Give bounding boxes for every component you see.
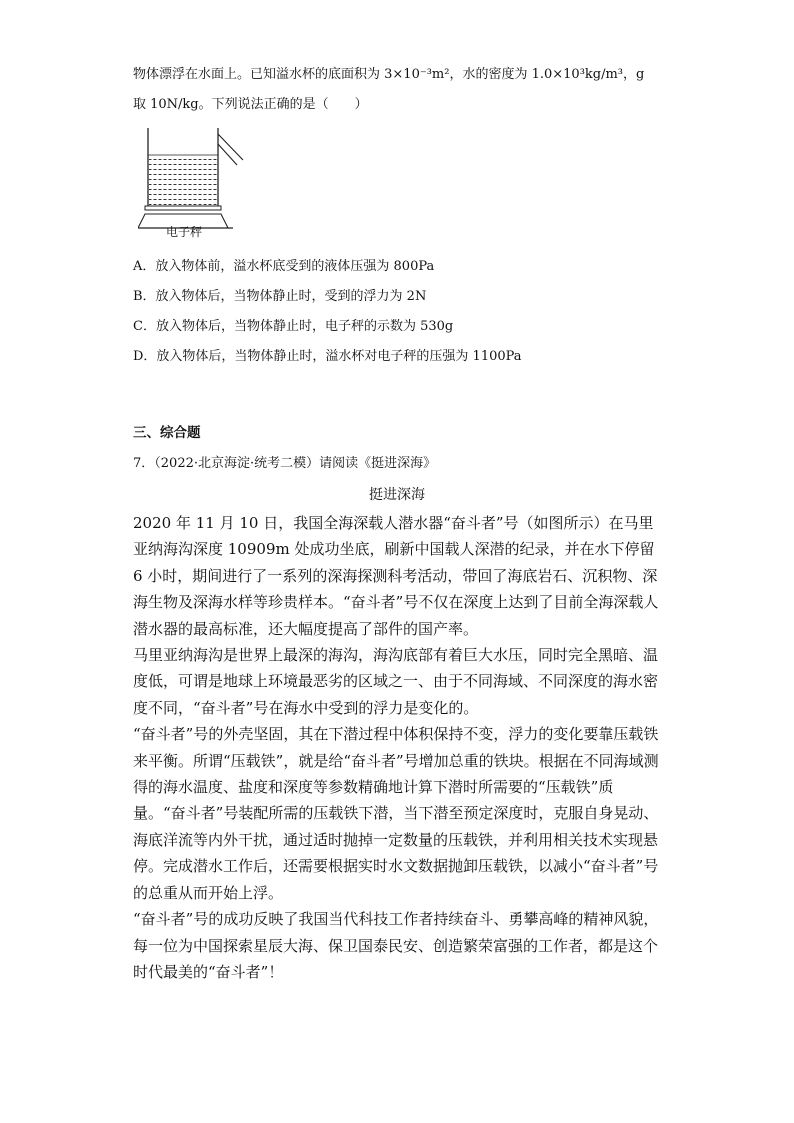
question-7-header: 7．（2022·北京海淀·统考二模）请阅读《挺进深海》 [133, 456, 437, 471]
option-d: D．放入物体后，当物体静止时，溢水杯对电子秤的压强为 1100Pa [133, 349, 522, 364]
option-c: C．放入物体后，当物体静止时，电子秤的示数为 530g [133, 319, 454, 334]
question-6-stem-line-2: 取 10N/kg。下列说法正确的是（ ） [133, 97, 368, 112]
option-a: A．放入物体前，溢水杯底受到的液体压强为 800Pa [133, 259, 435, 274]
water-fill [149, 155, 217, 205]
section-title: 三、综合题 [133, 425, 201, 441]
option-b: B．放入物体后，当物体静止时，受到的浮力为 2N [133, 289, 427, 304]
article-paragraph: 马里亚纳海沟是世界上最深的海沟，海沟底部有着巨大水压，同时完全黑暗、温度低，可谓是地球上环境最恶劣的区域之一、由于不同海域、不同深度的海水密度不同，“奋斗者”号在海水中受到的浮力是变化的。 [133, 646, 659, 717]
article-title: 挺进深海 [369, 487, 425, 503]
article-body [133, 510, 665, 985]
article-paragraph: “奋斗者”号的成功反映了我国当代科技工作者持续奋斗、勇攀高峰的精神风貌，每一位为中国探索星辰大海、保卫国泰民安、创造繁荣富强的工作者，都是这个时代最美的“奋斗者”！ [133, 910, 659, 981]
article-paragraph: 2020 年 11 月 10 日，我国全海深载人潜水器“奋斗者”号（如图所示）在马里亚纳海沟深度 10909m 处成功坐底，刷新中国载人深潜的纪录，并在水下停留 6 小时，期间进行了一系列的深海探测科考活动，带回了海底岩石、沉积物、深海生物及深海水样等珍贵样本。“奋斗者”号不仅在深度上达到了目前全海深载人潜水器的最高标准，还大幅度提高了部件的国产率。 [133, 514, 659, 638]
scale-label: 电子秤 [166, 225, 203, 239]
article-paragraph: “奋斗者”号的外壳坚固，其在下潜过程中体积保持不变，浮力的变化要靠压载铁来平衡。所谓“压载铁”，就是给“奋斗者”号增加总重的铁块。根据在不同海域测得的海水温度、盐度和深度等参数精确地计算下潜时所需要的“压载铁”质量。“奋斗者”号装配所需的压载铁下潜，当下潜至预定深度时，克服自身晃动、海底洋流等内外干扰，通过适时抛掉一定数量的压载铁，并利用相关技术实现悬停。完成潜水工作后，还需要根据实时水文数据抛卸压载铁，以减小“奋斗者”号的总重从而开始上浮。 [133, 725, 659, 902]
question-6-stem-line-1: 物体漂浮在水面上。已知溢水杯的底面积为 3×10⁻³m²，水的密度为 1.0×10³kg/m³，g [133, 67, 645, 82]
